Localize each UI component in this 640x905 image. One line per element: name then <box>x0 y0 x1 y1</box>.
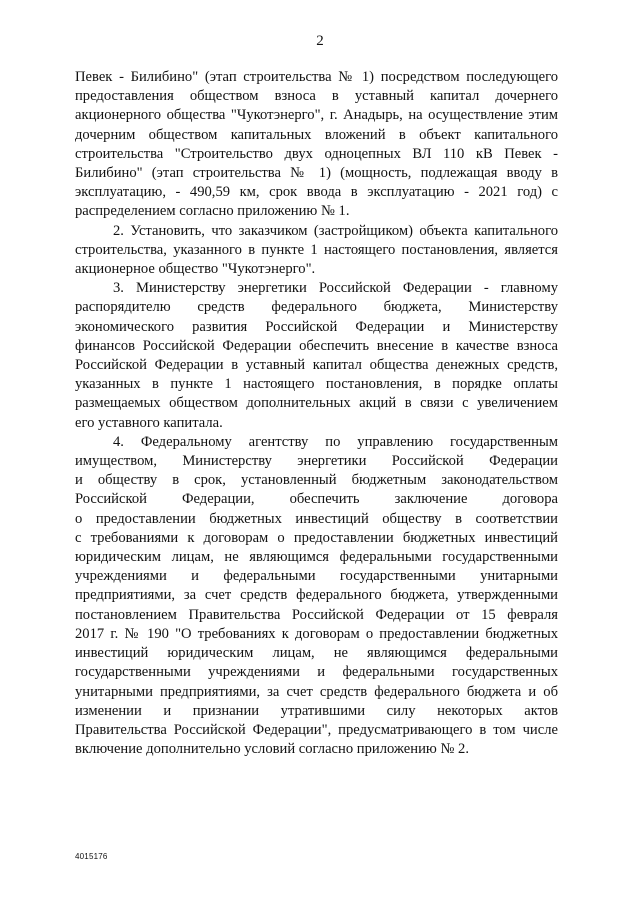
text-line: постановлением Правительства Российской Федерации от 15 февраля <box>75 606 558 623</box>
text-line: указанных в пункте 1 настоящего постановления, в порядке оплаты <box>75 376 558 393</box>
text-line: Российской Федерации в уставный капитал общества денежных средств, <box>75 357 558 374</box>
text-line: распределением согласно приложению № 1. <box>75 203 350 220</box>
paragraph-item-3 <box>75 279 558 433</box>
page-number: 2 <box>316 33 324 49</box>
paragraph-item-2 <box>75 222 558 280</box>
text-line: Билибино" (этап строительства № 1) (мощность, подлежащая вводу в <box>75 165 558 182</box>
text-line: дочерним обществом капитальных вложений в объект капитального <box>75 126 558 143</box>
text-line: строительства "Строительство двух одноцепных ВЛ 110 кВ Певек - <box>75 145 558 162</box>
text-line: размещаемых обществом дополнительных акций в связи с увеличением <box>75 395 558 412</box>
paragraph-item-4 <box>75 433 558 759</box>
text-line: акционерного общества "Чукотэнерго", г. Анадырь, на осуществление этим <box>75 107 558 124</box>
text-line: Российской Федерации, обеспечить заключение договора <box>75 491 558 508</box>
text-line: эксплуатацию, - 490,59 км, срок ввода в эксплуатацию - 2021 год) с <box>75 184 558 201</box>
text-line: предприятиями, за счет средств федерального бюджета, утвержденными <box>75 587 558 604</box>
text-line: с требованиями к договорам о предоставлении бюджетных инвестиций <box>75 529 558 546</box>
text-line: учреждениями и федеральными государственными унитарными <box>75 568 558 585</box>
text-line: включение дополнительно условий согласно приложению № 2. <box>75 741 469 758</box>
text-line: акционерное общество "Чукотэнерго". <box>75 261 316 278</box>
text-line: Певек - Билибино" (этап строительства № 1) посредством последующего <box>75 69 558 85</box>
text-line: имуществом, Министерству энергетики Российской Федерации <box>75 453 558 470</box>
text-line: изменении и признании утратившими силу некоторых актов <box>75 702 558 719</box>
text-line: его уставного капитала. <box>75 414 223 431</box>
text-line: о предоставлении бюджетных инвестиций обществу в соответствии <box>75 510 558 527</box>
text-line: 4. Федеральному агентству по управлению государственным <box>113 433 558 450</box>
text-line: финансов Российской Федерации обеспечить внесение в качестве взноса <box>75 337 558 354</box>
text-line: экономического развития Российской Федерации и Министерству <box>75 318 558 335</box>
document-id: 4015176 <box>75 852 108 861</box>
text-line: унитарными предприятиями, за счет средств федерального бюджета и об <box>75 683 558 700</box>
text-line: Правительства Российской Федерации", предусматривающего в том числе <box>75 721 558 738</box>
text-line: государственными учреждениями и федеральными государственных <box>75 664 558 681</box>
text-line: 2017 г. № 190 "О требованиях к договорам о предоставлении бюджетных <box>75 625 558 642</box>
text-line: предоставления обществом взноса в уставный капитал дочернего <box>75 88 558 105</box>
text-line: и обществу в срок, установленный бюджетным законодательством <box>75 472 558 489</box>
document-body <box>75 68 558 759</box>
text-line: 3. Министерству энергетики Российской Федерации - главному <box>113 280 558 297</box>
text-line: распорядителю средств федерального бюджета, Министерству <box>75 299 558 316</box>
paragraph-continuation <box>75 68 558 222</box>
text-line: 2. Установить, что заказчиком (застройщиком) объекта капитального <box>113 222 558 239</box>
text-line: инвестиций юридическим лицам, не являющимся федеральными <box>75 645 558 662</box>
text-line: строительства, указанного в пункте 1 настоящего постановления, является <box>75 241 558 258</box>
text-line: юридическим лицам, не являющимся федеральными государственными <box>75 549 558 566</box>
